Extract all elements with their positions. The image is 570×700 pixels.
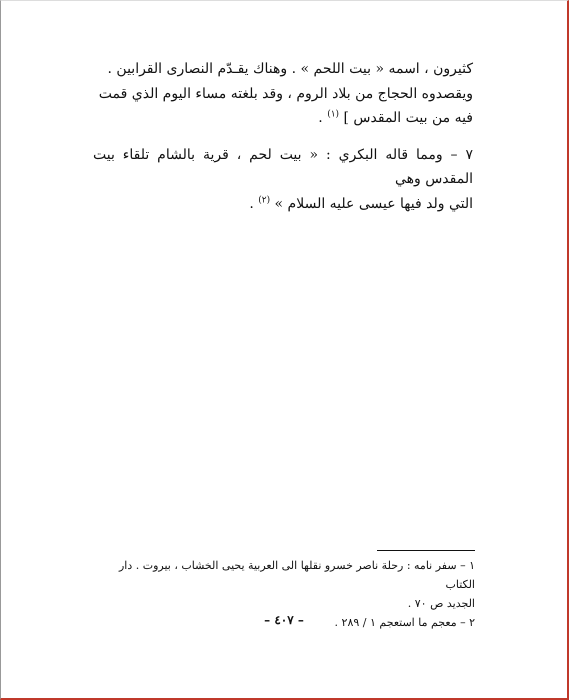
body-line-end: . [318, 110, 328, 126]
footnote-marker-1: (١) [327, 109, 340, 120]
body-line [93, 143, 473, 192]
footnote-line: ٢ – معجم ما استعجم ١ / ٢٨٩ . [334, 616, 475, 629]
paragraph-gap [93, 131, 473, 143]
body-line-text: كثيرون ، اسمه « بيت اللحم » . وهناك يقـدّم النصارى القرابين . [107, 61, 473, 77]
body-line-text: ٧ – ومما قاله البكري : « بيت لحم ، قرية بالشام تلقاء بيت المقدس وهي [93, 146, 473, 187]
body-line [93, 82, 473, 107]
body-line [93, 106, 473, 131]
page-number: – ٤٠٧ – [264, 613, 304, 627]
body-line-text: فيه من بيت المقدس ] [339, 110, 473, 126]
body-line [93, 192, 473, 217]
body-line [93, 57, 473, 82]
body-line-text: ويقصدوه الحجاج من بلاد الروم ، وقد بلغته مساء اليوم الذي قمت [98, 85, 473, 102]
footnote-divider [377, 550, 475, 551]
body-line-end: . [249, 195, 259, 212]
footnote-marker-2: (٢) [258, 194, 271, 205]
footnote-line: الجديد ص ٧٠ . [407, 597, 475, 610]
main-text [93, 57, 473, 216]
footnote-line: ١ – سفر نامه : رحلة ناصر خسرو نقلها الى العربية يحيى الخشاب ، بيروت . دار الكتاب [118, 559, 475, 591]
body-line-text: التي ولد فيها عيسى عليه السلام » [270, 195, 473, 212]
